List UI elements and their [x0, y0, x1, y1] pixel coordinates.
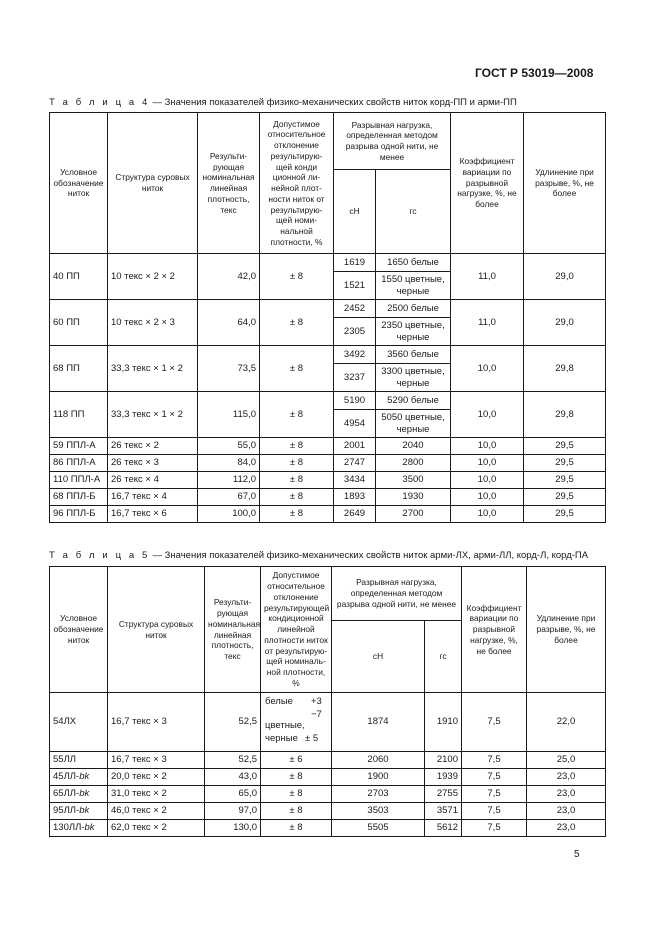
t4-header-load-cn: сН: [334, 170, 376, 254]
t4-gs: 1930: [376, 489, 451, 506]
t4-variation: 10,0: [451, 392, 524, 438]
t5-name: [50, 803, 108, 820]
t5-gs: 2755: [425, 786, 462, 803]
t4-name: 59 ППЛ-А: [50, 438, 108, 455]
t5-name-main: 95ЛЛ-: [53, 805, 80, 817]
t5-structure: 20,0 текс × 2: [108, 769, 205, 786]
t5-cn: 3503: [332, 803, 425, 820]
t5-density: 52,5: [205, 693, 261, 752]
t4-cn: 2747: [334, 455, 376, 472]
table-row: [50, 506, 606, 523]
t5-variation: 7,5: [462, 820, 527, 837]
t4-variation: 11,0: [451, 300, 524, 346]
t4-density: 84,0: [198, 455, 260, 472]
t4-elongation: 29,5: [524, 438, 606, 455]
t4-gs-white: 3560 белые: [376, 346, 451, 364]
t4-tolerance: ± 8: [260, 300, 334, 346]
t4-header-tolerance: Допустимое относительное отклонение результирую-щей конди ционной ли-нейной плот-ности ниток от результирую-щей номи-нальной плотности, %: [260, 113, 334, 254]
t5-structure: 16,7 текс × 3: [108, 693, 205, 752]
t4-density: 73,5: [198, 346, 260, 392]
t5-name-suffix: bk: [79, 805, 90, 817]
t4-gs: 2040: [376, 438, 451, 455]
t5-name-main: 45ЛЛ-: [53, 771, 80, 783]
t4-structure: 33,3 текс × 1 × 2: [108, 392, 198, 438]
tol-black-label: черные: [265, 733, 298, 744]
t5-name: [50, 820, 108, 837]
t4-header-elongation: Удлинение при разрыве, %, не более: [524, 113, 606, 254]
t5-variation: 7,5: [462, 786, 527, 803]
tol-plus: +3: [311, 696, 322, 707]
t5-name: [50, 752, 108, 769]
t5-structure: 46,0 текс × 2: [108, 803, 205, 820]
t5-structure: 31,0 текс × 2: [108, 786, 205, 803]
t5-density: 52,5: [205, 752, 261, 769]
t5-header-structure: Структура суровых ниток: [108, 567, 205, 693]
t4-cn-colored: 4954: [334, 410, 376, 438]
t5-name-main: 130ЛЛ-: [53, 822, 85, 834]
table4-caption: [49, 97, 517, 108]
t5-header-density: Результи-рующая номинальная линейная плотность, текс: [205, 567, 261, 693]
t4-gs-colored: 2350 цветные, черные: [376, 318, 451, 346]
t4-density: 67,0: [198, 489, 260, 506]
t4-density: 64,0: [198, 300, 260, 346]
t5-header-load-cn: сН: [332, 621, 425, 693]
t4-cn-colored: 2305: [334, 318, 376, 346]
t4-cn-colored: 1521: [334, 272, 376, 300]
table-row: [50, 300, 606, 318]
table-row: [50, 786, 606, 803]
t4-name: 68 ППЛ-Б: [50, 489, 108, 506]
t4-variation: 10,0: [451, 489, 524, 506]
t4-structure: 16,7 текс × 4: [108, 489, 198, 506]
t4-name: 68 ПП: [50, 346, 108, 392]
t5-name-suffix: bk: [79, 771, 90, 783]
t5-name-suffix: bk: [84, 822, 95, 834]
t4-gs-colored: 5050 цветные, черные: [376, 410, 451, 438]
t4-tolerance: ± 8: [260, 392, 334, 438]
t4-structure: 26 текс × 3: [108, 455, 198, 472]
t4-header-load: Разрывная нагрузка, определенная методом разрыва одной нити, не менее: [334, 113, 451, 170]
t5-gs: 1939: [425, 769, 462, 786]
t4-elongation: 29,0: [524, 300, 606, 346]
t5-density: 130,0: [205, 820, 261, 837]
table-row: [50, 820, 606, 837]
t4-cn: 1893: [334, 489, 376, 506]
t4-header-variation: Коэффициент вариации по разрывной нагрузке, %, не более: [451, 113, 524, 254]
t4-cn: 2649: [334, 506, 376, 523]
t5-tolerance: ± 8: [261, 803, 332, 820]
t4-tolerance: ± 8: [260, 254, 334, 300]
table-row: [50, 472, 606, 489]
t4-structure: 26 текс × 4: [108, 472, 198, 489]
t5-elongation: 23,0: [527, 786, 606, 803]
t4-structure: 16,7 текс × 6: [108, 506, 198, 523]
t5-header-elongation: Удлинение при разрыве, %, не более: [527, 567, 606, 693]
t5-elongation: 22,0: [527, 693, 606, 752]
t4-gs: 2700: [376, 506, 451, 523]
t4-density: 100,0: [198, 506, 260, 523]
t4-elongation: 29,0: [524, 254, 606, 300]
table-row: [50, 803, 606, 820]
t4-name: 86 ППЛ-А: [50, 455, 108, 472]
t4-header-load-gs: гс: [376, 170, 451, 254]
table4-title: — Значения показателей физико-механических свойств ниток корд-ПП и арми-ПП: [149, 97, 517, 108]
t4-variation: 10,0: [451, 438, 524, 455]
t4-gs: 3500: [376, 472, 451, 489]
t5-variation: 7,5: [462, 693, 527, 752]
t4-gs-white: 1650 белые: [376, 254, 451, 272]
table-row: [50, 693, 606, 752]
t4-density: 55,0: [198, 438, 260, 455]
t4-structure: 33,3 текс × 1 × 2: [108, 346, 198, 392]
t4-elongation: 29,5: [524, 455, 606, 472]
t4-gs-colored: 1550 цветные, черные: [376, 272, 451, 300]
table5-title: — Значения показателей физико-механических свойств ниток арми-ЛХ, арми-ЛЛ, корд-Л, корд-ПА: [149, 550, 589, 561]
t4-variation: 10,0: [451, 346, 524, 392]
t5-name: [50, 786, 108, 803]
t5-tolerance: ± 6: [261, 752, 332, 769]
t5-header-load-gs: гс: [425, 621, 462, 693]
t4-elongation: 29,8: [524, 392, 606, 438]
t5-header-load: Разрывная нагрузка, определенная методом разрыва одной нити, не менее: [332, 567, 462, 621]
table-row: [50, 392, 606, 410]
table5: [49, 566, 606, 837]
t4-gs-white: 2500 белые: [376, 300, 451, 318]
t4-header-name: Условное обозначение ниток: [50, 113, 108, 254]
t4-structure: 26 текс × 2: [108, 438, 198, 455]
t5-name: [50, 769, 108, 786]
t4-tolerance: ± 8: [260, 472, 334, 489]
t4-variation: 10,0: [451, 472, 524, 489]
t5-cn: 1874: [332, 693, 425, 752]
t5-gs: 5612: [425, 820, 462, 837]
t4-cn-white: 3492: [334, 346, 376, 364]
t4-header-density: Результи-рующая номинальная линейная плотность, текс: [198, 113, 260, 254]
t4-tolerance: ± 8: [260, 506, 334, 523]
t4-density: 115,0: [198, 392, 260, 438]
t4-cn-white: 5190: [334, 392, 376, 410]
table-row: [50, 752, 606, 769]
t4-density: 42,0: [198, 254, 260, 300]
t5-tolerance: ± 8: [261, 820, 332, 837]
t4-name: 40 ПП: [50, 254, 108, 300]
t5-gs: 1910: [425, 693, 462, 752]
page-number: 5: [574, 849, 580, 860]
t5-header-name: Условное обозначение ниток: [50, 567, 108, 693]
t4-cn: 3434: [334, 472, 376, 489]
table-row: [50, 346, 606, 364]
t5-name-main: 55ЛЛ: [53, 754, 77, 766]
tol-pm: ± 5: [305, 733, 319, 744]
table5-label: Т а б л и ц а 5: [49, 550, 150, 561]
tol-colored-label: цветные,: [265, 720, 305, 731]
t4-header-structure: Структура суровых ниток: [108, 113, 198, 254]
document-code: ГОСТ Р 53019—2008: [475, 66, 594, 80]
t5-gs: 3571: [425, 803, 462, 820]
t5-variation: 7,5: [462, 803, 527, 820]
t4-gs-colored: 3300 цветные, черные: [376, 364, 451, 392]
t5-tolerance-split: [261, 693, 332, 752]
t4-density: 112,0: [198, 472, 260, 489]
t5-header-tolerance: Допустимое относительное отклонение результирующей кондиционной линейной плотности ниток от результирую-щей номиналь-ной плотности, %: [261, 567, 332, 693]
t5-density: 65,0: [205, 786, 261, 803]
table-row: [50, 769, 606, 786]
t4-gs-white: 5290 белые: [376, 392, 451, 410]
tol-white-label: белые: [265, 696, 293, 707]
t5-cn: 1900: [332, 769, 425, 786]
t5-variation: 7,5: [462, 769, 527, 786]
t4-elongation: 29,5: [524, 506, 606, 523]
t5-structure: 16,7 текс × 3: [108, 752, 205, 769]
table-row: [50, 489, 606, 506]
t5-structure: 62,0 текс × 2: [108, 820, 205, 837]
t5-density: 97,0: [205, 803, 261, 820]
t5-name-main: 65ЛЛ-: [53, 788, 80, 800]
t4-structure: 10 текс × 2 × 2: [108, 254, 198, 300]
t4-variation: 11,0: [451, 254, 524, 300]
table5-caption: [49, 550, 588, 561]
table4-label: Т а б л и ц а 4: [49, 97, 150, 108]
t4-gs: 2800: [376, 455, 451, 472]
t4-structure: 10 текс × 2 × 3: [108, 300, 198, 346]
t5-header-variation: Коэффициент вариации по разрывной нагрузке, %, не более: [462, 567, 527, 693]
t4-name: 118 ПП: [50, 392, 108, 438]
t5-elongation: 23,0: [527, 820, 606, 837]
t5-cn: 2060: [332, 752, 425, 769]
t4-elongation: 29,5: [524, 472, 606, 489]
t4-variation: 10,0: [451, 506, 524, 523]
t4-name: 60 ПП: [50, 300, 108, 346]
t4-tolerance: ± 8: [260, 346, 334, 392]
t5-elongation: 23,0: [527, 803, 606, 820]
t5-density: 43,0: [205, 769, 261, 786]
t4-tolerance: ± 8: [260, 455, 334, 472]
t5-variation: 7,5: [462, 752, 527, 769]
t5-tolerance: ± 8: [261, 769, 332, 786]
t4-name: 110 ППЛ-А: [50, 472, 108, 489]
t4-cn: 2001: [334, 438, 376, 455]
t5-name: 54ЛХ: [50, 693, 108, 752]
table5-body: [50, 693, 606, 837]
t4-cn-white: 2452: [334, 300, 376, 318]
t4-cn-white: 1619: [334, 254, 376, 272]
table-row: [50, 455, 606, 472]
t5-elongation: 23,0: [527, 769, 606, 786]
table4: [49, 112, 606, 523]
t5-cn: 2703: [332, 786, 425, 803]
t4-tolerance: ± 8: [260, 489, 334, 506]
t4-elongation: 29,8: [524, 346, 606, 392]
t4-elongation: 29,5: [524, 489, 606, 506]
t5-tolerance: ± 8: [261, 786, 332, 803]
t5-gs: 2100: [425, 752, 462, 769]
t5-name-suffix: bk: [79, 788, 90, 800]
table-row: [50, 438, 606, 455]
t4-name: 96 ППЛ-Б: [50, 506, 108, 523]
t4-cn-colored: 3237: [334, 364, 376, 392]
t5-cn: 5505: [332, 820, 425, 837]
table-row: [50, 254, 606, 272]
t4-tolerance: ± 8: [260, 438, 334, 455]
table4-body: [50, 254, 606, 523]
tol-minus: −7: [311, 709, 322, 720]
t4-variation: 10,0: [451, 455, 524, 472]
t5-elongation: 25,0: [527, 752, 606, 769]
